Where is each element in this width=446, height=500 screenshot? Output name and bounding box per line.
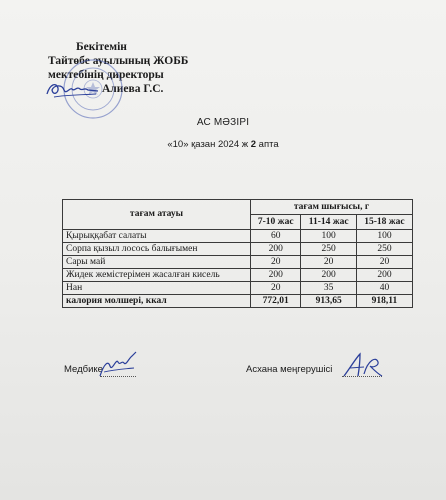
portion-value: 20 [356,256,412,269]
portion-value: 20 [251,256,301,269]
portion-value: 20 [251,282,301,295]
approval-heading: Бекітемін [76,41,127,53]
portion-value: 60 [251,230,301,243]
week-label: апта [256,139,279,150]
portion-value: 200 [251,243,301,256]
calorie-label: калория молшері, ккал [63,295,251,308]
approval-school: Тайтөбе ауылының ЖОББ [48,55,189,67]
table-row [63,282,413,295]
table-row [63,230,413,243]
date-text: «10» қазан 2024 ж [167,139,249,150]
week-number: 2 [250,139,257,150]
dish-name: Сорпа қызыл лосось балығымен [63,243,251,256]
menu-table [62,199,413,308]
dish-name: Нан [63,282,251,295]
dish-name: Сары май [63,256,251,269]
calorie-value: 913,65 [301,295,356,308]
approval-name: Алиева Г.С. [102,83,164,95]
calorie-value: 772,01 [251,295,301,308]
table-row [63,269,413,282]
cook-label: Асхана меңгерушісі [246,364,333,375]
portion-value: 250 [356,243,412,256]
portion-value: 40 [356,282,412,295]
dish-name: Қырыққабат салаты [63,230,251,243]
col-dish-header: тағам атауы [63,200,251,230]
dish-name: Жидек жемістерімен жасалған кисель [63,269,251,282]
director-signature [44,78,100,102]
portion-value: 200 [356,269,412,282]
table-row [63,256,413,269]
calorie-total-row [63,295,413,308]
portion-value: 20 [301,256,356,269]
calorie-value: 918,11 [356,295,412,308]
age-group-header: 7-10 жас [251,215,301,230]
portion-value: 200 [301,269,356,282]
menu-date [0,139,446,150]
portion-value: 200 [251,269,301,282]
portion-value: 100 [301,230,356,243]
col-output-header: тағам шығысы, г [251,200,413,215]
document-title: АС МӘЗІРІ [196,117,250,128]
nurse-label: Медбике [64,364,103,375]
portion-value: 100 [356,230,412,243]
table-row [63,243,413,256]
header-row [63,200,413,215]
portion-value: 250 [301,243,356,256]
nurse-signature [96,350,140,382]
portion-value: 35 [301,282,356,295]
cook-signature [338,350,384,380]
age-group-header: 11-14 жас [301,215,356,230]
approval-position: мектебінің директоры [48,69,164,81]
age-group-header: 15-18 жас [356,215,412,230]
